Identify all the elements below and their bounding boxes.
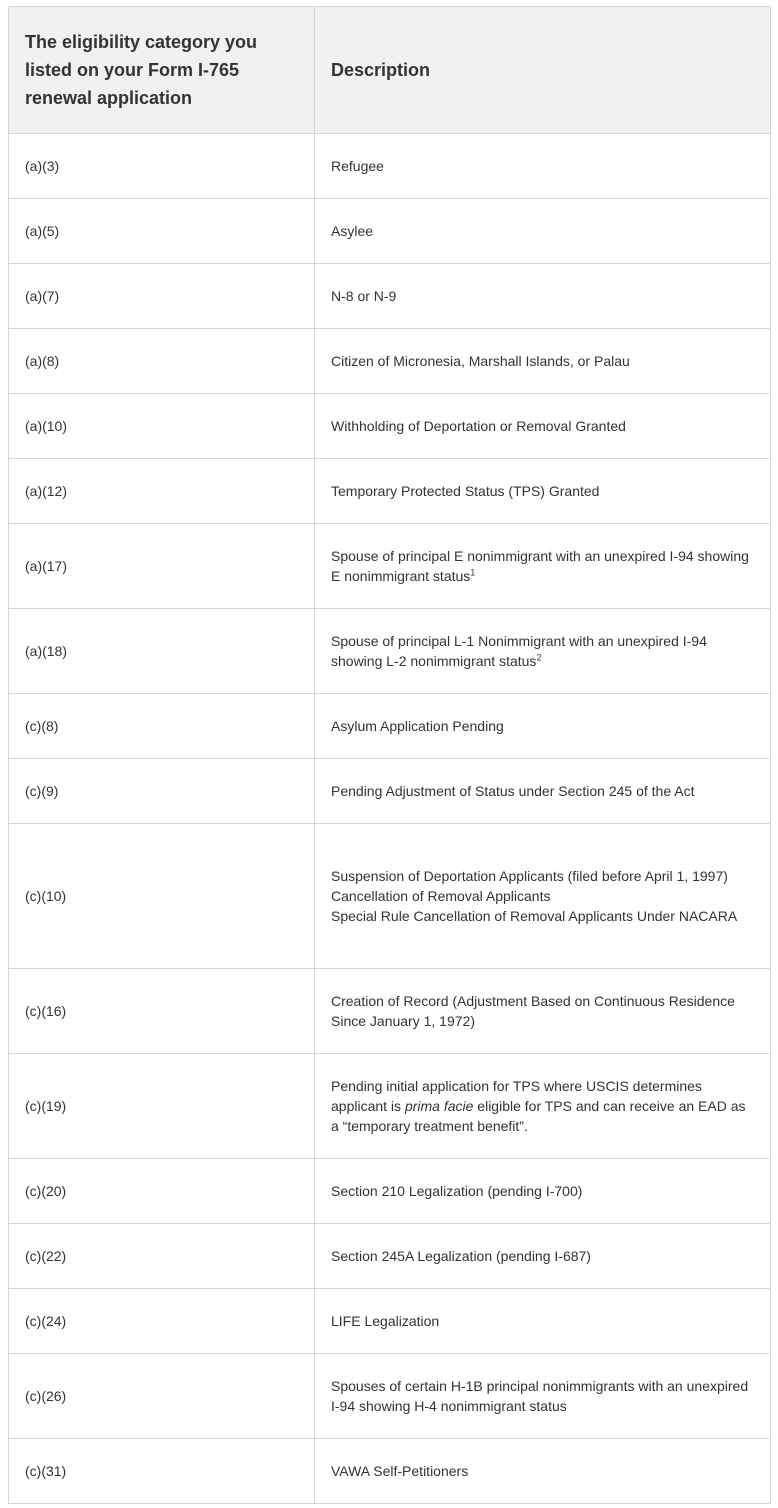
- description-emphasis: prima facie: [404, 1098, 474, 1114]
- header-description: Description: [315, 7, 771, 134]
- description-cell: [315, 524, 771, 609]
- category-cell: (a)(17): [9, 524, 315, 609]
- description-cell: Section 210 Legalization (pending I-700): [315, 1159, 771, 1224]
- table-row: [9, 524, 771, 609]
- description-line: Suspension of Deportation Applicants (filed before April 1, 1997): [331, 868, 728, 884]
- description-cell: Creation of Record (Adjustment Based on Continuous Residence Since January 1, 1972): [315, 969, 771, 1054]
- table-row: [9, 1224, 771, 1289]
- description-cell: [315, 824, 771, 969]
- description-text: Spouse of principal E nonimmigrant with an unexpired I-94 showing E nonimmigrant status: [331, 548, 749, 584]
- table-row: [9, 394, 771, 459]
- category-cell: (a)(18): [9, 609, 315, 694]
- footnote-marker: 2: [536, 652, 542, 663]
- description-cell: Refugee: [315, 134, 771, 199]
- table-row: [9, 759, 771, 824]
- table-row: [9, 264, 771, 329]
- description-text-after: eligible for TPS and can receive an EAD as a “temporary treatment benefit”.: [331, 1098, 746, 1134]
- table-row: [9, 199, 771, 264]
- description-line: Cancellation of Removal Applicants: [331, 888, 551, 904]
- category-cell: (a)(12): [9, 459, 315, 524]
- description-cell: VAWA Self-Petitioners: [315, 1439, 771, 1504]
- description-cell: Asylee: [315, 199, 771, 264]
- category-cell: (c)(19): [9, 1054, 315, 1159]
- description-cell: Spouses of certain H-1B principal nonimmigrants with an unexpired I-94 showing H-4 nonimmigrant status: [315, 1354, 771, 1439]
- table-row: [9, 1054, 771, 1159]
- table-row: [9, 1159, 771, 1224]
- category-cell: (a)(7): [9, 264, 315, 329]
- category-cell: (a)(8): [9, 329, 315, 394]
- category-cell: (c)(9): [9, 759, 315, 824]
- table-row: [9, 459, 771, 524]
- table-row: [9, 694, 771, 759]
- description-cell: Citizen of Micronesia, Marshall Islands, or Palau: [315, 329, 771, 394]
- category-cell: (c)(16): [9, 969, 315, 1054]
- description-cell: Withholding of Deportation or Removal Granted: [315, 394, 771, 459]
- category-cell: (c)(26): [9, 1354, 315, 1439]
- category-cell: (a)(3): [9, 134, 315, 199]
- description-cell: Pending Adjustment of Status under Section 245 of the Act: [315, 759, 771, 824]
- table-row: [9, 824, 771, 969]
- description-cell: Temporary Protected Status (TPS) Granted: [315, 459, 771, 524]
- description-text: Spouse of principal L-1 Nonimmigrant with an unexpired I-94 showing L-2 nonimmigrant status: [331, 633, 707, 669]
- description-cell: LIFE Legalization: [315, 1289, 771, 1354]
- category-cell: (c)(8): [9, 694, 315, 759]
- category-cell: (c)(10): [9, 824, 315, 969]
- description-cell: N-8 or N-9: [315, 264, 771, 329]
- table-row: [9, 1354, 771, 1439]
- footnote-marker: 1: [470, 567, 476, 578]
- table-row: [9, 1289, 771, 1354]
- description-text-before: Pending initial application for TPS where USCIS determines applicant is: [331, 1078, 702, 1114]
- category-cell: (c)(31): [9, 1439, 315, 1504]
- description-cell: [315, 609, 771, 694]
- category-cell: (c)(20): [9, 1159, 315, 1224]
- table-row: [9, 1439, 771, 1504]
- eligibility-table: [8, 6, 771, 1504]
- description-cell: [315, 1054, 771, 1159]
- category-cell: (a)(10): [9, 394, 315, 459]
- category-cell: (c)(24): [9, 1289, 315, 1354]
- description-cell: Asylum Application Pending: [315, 694, 771, 759]
- table-header-row: [9, 7, 771, 134]
- header-category: The eligibility category you listed on your Form I-765 renewal application: [9, 7, 315, 134]
- description-line: Special Rule Cancellation of Removal Applicants Under NACARA: [331, 908, 738, 924]
- table-row: [9, 134, 771, 199]
- table-row: [9, 609, 771, 694]
- category-cell: (c)(22): [9, 1224, 315, 1289]
- category-cell: (a)(5): [9, 199, 315, 264]
- table-row: [9, 969, 771, 1054]
- table-row: [9, 329, 771, 394]
- description-cell: Section 245A Legalization (pending I-687): [315, 1224, 771, 1289]
